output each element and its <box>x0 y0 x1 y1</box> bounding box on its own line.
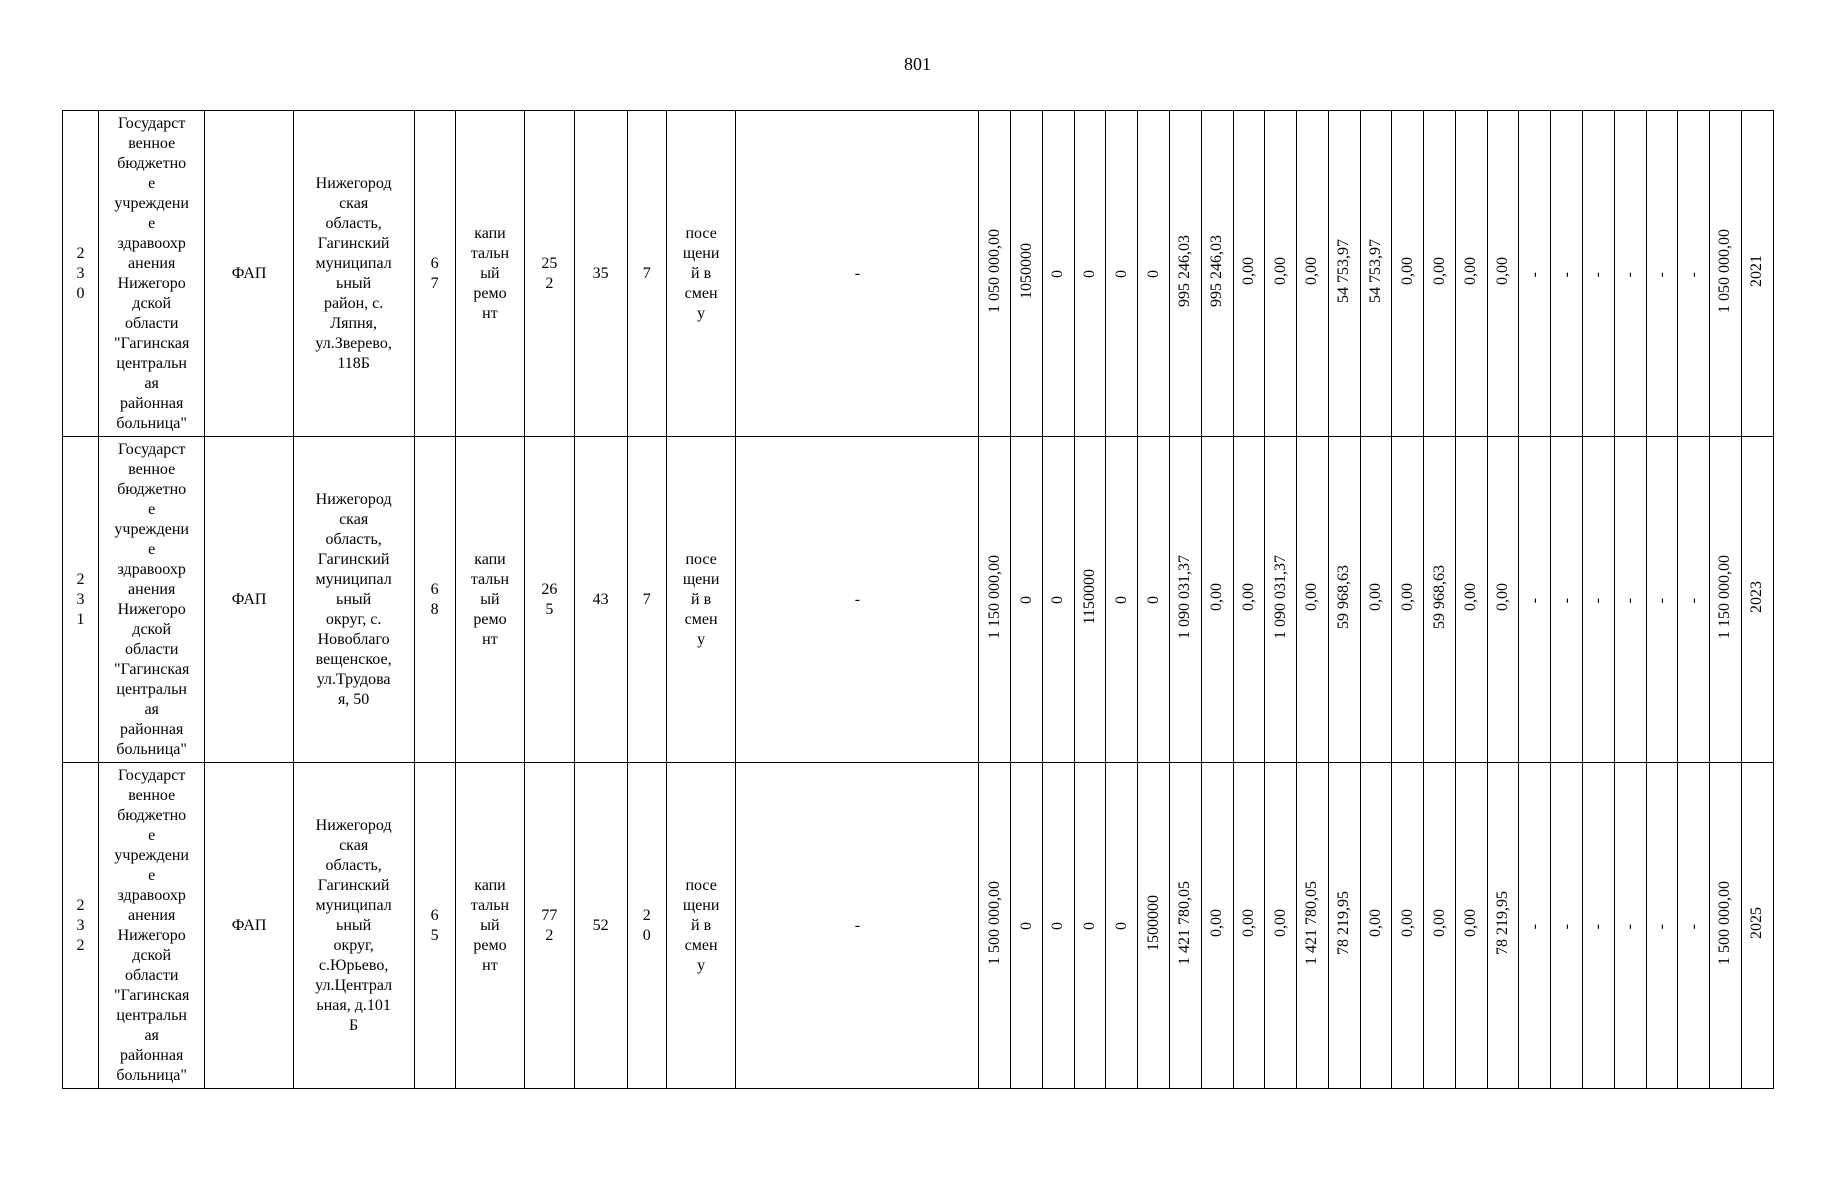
facility-type: ФАП <box>231 264 267 282</box>
row-number-cell <box>63 111 99 437</box>
column-8-value: 2 0 <box>642 906 651 944</box>
finance-value: 0,00 <box>1430 256 1448 285</box>
finance-cell <box>1106 763 1138 1089</box>
finance-value: - <box>1589 924 1607 930</box>
institution-name-cell <box>98 763 205 1089</box>
finance-cell <box>1138 111 1170 437</box>
finance-value: 0,00 <box>1494 256 1512 285</box>
column-4-value: 6 7 <box>430 254 439 292</box>
finance-cell <box>1360 437 1392 763</box>
capacity-unit: посе щени й в смен у <box>682 550 720 648</box>
finance-cell <box>1741 763 1773 1089</box>
finance-value: 0,00 <box>1239 582 1257 611</box>
finance-value: 995 246,03 <box>1176 234 1194 307</box>
finance-value: 54 753,97 <box>1366 238 1384 303</box>
finance-cell <box>1392 437 1424 763</box>
finance-value: 1 421 780,05 <box>1303 880 1321 965</box>
work-type: капи тальн ый ремо нт <box>470 550 510 648</box>
finance-cell <box>1710 111 1742 437</box>
finance-cell <box>1328 763 1360 1089</box>
facility-address-cell <box>293 763 414 1089</box>
finance-cell <box>1646 763 1678 1089</box>
finance-value: 0,00 <box>1462 908 1480 937</box>
finance-value: - <box>1684 598 1702 604</box>
finance-cell <box>1265 111 1297 437</box>
finance-value: 0 <box>1144 595 1162 604</box>
finance-cell <box>1360 763 1392 1089</box>
finance-value: - <box>1525 924 1543 930</box>
finance-value: - <box>1684 924 1702 930</box>
finance-cell <box>1392 111 1424 437</box>
column-10-value-cell <box>736 763 979 1089</box>
table-row <box>63 437 1774 763</box>
finance-value: - <box>1621 598 1639 604</box>
finance-cell <box>1233 763 1265 1089</box>
finance-cell <box>1646 111 1678 437</box>
finance-value: 59 968,63 <box>1335 564 1353 629</box>
finance-value: 59 968,63 <box>1430 564 1448 629</box>
finance-value: - <box>1621 924 1639 930</box>
capacity-unit: посе щени й в смен у <box>682 224 720 322</box>
finance-value: 0,00 <box>1462 256 1480 285</box>
column-4-value-cell <box>414 437 455 763</box>
finance-value: - <box>1621 272 1639 278</box>
work-type-cell <box>455 111 525 437</box>
institution-name: Государст венное бюджетно е учреждени е здравоохр анения Нижегоро дской области "Гагинская центральн ая районная больница" <box>114 440 190 758</box>
finance-value: 54 753,97 <box>1335 238 1353 303</box>
finance-value: 995 246,03 <box>1208 234 1226 307</box>
finance-value: 1050000 <box>1017 242 1035 299</box>
finance-value: 1 421 780,05 <box>1176 880 1194 965</box>
finance-value: 0,00 <box>1398 256 1416 285</box>
finance-value: 0 <box>1112 921 1130 930</box>
finance-value: 1150000 <box>1081 568 1099 625</box>
finance-cell <box>1582 763 1614 1089</box>
finance-value: 1 090 031,37 <box>1176 554 1194 639</box>
finance-cell <box>1042 437 1074 763</box>
finance-cell <box>979 111 1011 437</box>
finance-value: 0 <box>1112 269 1130 278</box>
row-number-cell <box>63 437 99 763</box>
column-7-value-cell <box>574 437 627 763</box>
finance-cell <box>1710 763 1742 1089</box>
finance-value: 1 150 000,00 <box>985 554 1003 639</box>
finance-value: 2021 <box>1748 254 1766 287</box>
column-7-value-cell <box>574 111 627 437</box>
finance-value: - <box>1525 272 1543 278</box>
finance-cell <box>1106 111 1138 437</box>
finance-cell <box>1011 763 1043 1089</box>
row-number-cell <box>63 763 99 1089</box>
facility-type: ФАП <box>231 916 267 934</box>
finance-value: 1 090 031,37 <box>1271 554 1289 639</box>
finance-cell <box>1392 763 1424 1089</box>
finance-cell <box>1074 437 1106 763</box>
finance-cell <box>1328 111 1360 437</box>
page-number: 801 <box>904 54 931 74</box>
capacity-unit-cell <box>666 437 736 763</box>
facility-address-cell <box>293 111 414 437</box>
finance-cell <box>1710 437 1742 763</box>
facility-address: Нижегород ская область, Гагинский муниципал ьный район, с. Ляпня, ул.Зверево, 118Б <box>315 174 392 372</box>
finance-cell <box>1455 763 1487 1089</box>
facility-type-cell <box>205 763 293 1089</box>
column-10-value: - <box>854 590 861 608</box>
finance-value: 0,00 <box>1271 256 1289 285</box>
finance-value: 1 500 000,00 <box>985 880 1003 965</box>
facility-address-cell <box>293 437 414 763</box>
column-10-value: - <box>854 264 861 282</box>
finance-cell <box>1042 763 1074 1089</box>
finance-value: 0,00 <box>1430 908 1448 937</box>
finance-cell <box>1678 111 1710 437</box>
finance-value: 0,00 <box>1303 582 1321 611</box>
finance-cell <box>1138 437 1170 763</box>
finance-value: 1 150 000,00 <box>1716 554 1734 639</box>
finance-cell <box>979 763 1011 1089</box>
column-10-value-cell <box>736 111 979 437</box>
capacity-unit: посе щени й в смен у <box>682 876 720 974</box>
finance-cell <box>1678 437 1710 763</box>
finance-value: 0,00 <box>1462 582 1480 611</box>
column-10-value: - <box>854 916 861 934</box>
institution-name: Государст венное бюджетно е учреждени е здравоохр анения Нижегоро дской области "Гагинская центральн ая районная больница" <box>114 766 190 1084</box>
finance-cell <box>1265 437 1297 763</box>
finance-value: 0 <box>1017 921 1035 930</box>
finance-cell <box>1360 111 1392 437</box>
finance-value: 0 <box>1017 595 1035 604</box>
finance-cell <box>1170 763 1202 1089</box>
column-6-value-cell <box>525 437 574 763</box>
finance-cell <box>1233 437 1265 763</box>
finance-cell <box>1297 437 1329 763</box>
finance-cell <box>1487 763 1519 1089</box>
finance-cell <box>1170 437 1202 763</box>
finance-cell <box>1582 111 1614 437</box>
finance-cell <box>1138 763 1170 1089</box>
finance-cell <box>1297 111 1329 437</box>
finance-value: 0,00 <box>1208 908 1226 937</box>
column-7-value: 52 <box>592 916 609 934</box>
table-row <box>63 763 1774 1089</box>
finance-cell <box>1582 437 1614 763</box>
finance-cell <box>1678 763 1710 1089</box>
finance-value: - <box>1525 598 1543 604</box>
finance-cell <box>1551 437 1583 763</box>
finance-cell <box>1614 763 1646 1089</box>
finance-cell <box>1201 437 1233 763</box>
finance-value: - <box>1557 598 1575 604</box>
table-row <box>63 111 1774 437</box>
institution-name: Государст венное бюджетно е учреждени е здравоохр анения Нижегоро дской области "Гагинская центральн ая районная больница" <box>114 114 190 432</box>
row-number: 2 3 0 <box>76 244 85 302</box>
column-8-value-cell <box>627 763 666 1089</box>
finance-cell <box>1265 763 1297 1089</box>
finance-cell <box>1074 763 1106 1089</box>
institution-name-cell <box>98 437 205 763</box>
finance-value: 0 <box>1081 269 1099 278</box>
finance-value: - <box>1652 272 1670 278</box>
column-6-value: 26 5 <box>541 580 558 618</box>
finance-value: 0,00 <box>1398 908 1416 937</box>
finance-value: 0,00 <box>1239 908 1257 937</box>
column-6-value: 77 2 <box>541 906 558 944</box>
finance-cell <box>1297 763 1329 1089</box>
finance-cell <box>1233 111 1265 437</box>
object-table <box>62 110 1774 1089</box>
finance-value: 0 <box>1049 269 1067 278</box>
finance-cell <box>1519 111 1551 437</box>
work-type: капи тальн ый ремо нт <box>470 876 510 974</box>
finance-cell <box>1201 111 1233 437</box>
finance-value: 1 050 000,00 <box>1716 228 1734 313</box>
finance-cell <box>1424 763 1456 1089</box>
facility-address: Нижегород ская область, Гагинский муниципал ьный округ, с. Новоблаго вещенское, ул.Трудова я, 50 <box>315 490 392 708</box>
facility-type: ФАП <box>231 590 267 608</box>
finance-value: - <box>1589 272 1607 278</box>
finance-value: 0 <box>1144 269 1162 278</box>
finance-value: 2023 <box>1748 580 1766 613</box>
finance-cell <box>1455 111 1487 437</box>
column-7-value-cell <box>574 763 627 1089</box>
finance-value: 0,00 <box>1303 256 1321 285</box>
finance-value: 78 219,95 <box>1335 890 1353 955</box>
finance-value: 0,00 <box>1271 908 1289 937</box>
column-7-value: 35 <box>592 264 609 282</box>
column-4-value: 6 5 <box>430 906 439 944</box>
finance-value: - <box>1652 924 1670 930</box>
finance-value: 0,00 <box>1398 582 1416 611</box>
column-4-value-cell <box>414 763 455 1089</box>
capacity-unit-cell <box>666 763 736 1089</box>
finance-value: 1500000 <box>1144 894 1162 951</box>
row-number: 2 3 1 <box>76 570 85 628</box>
finance-cell <box>1519 763 1551 1089</box>
finance-cell <box>1519 437 1551 763</box>
finance-value: 2025 <box>1748 906 1766 939</box>
column-8-value: 7 <box>642 590 651 608</box>
finance-value: - <box>1652 598 1670 604</box>
column-10-value-cell <box>736 437 979 763</box>
finance-value: 0,00 <box>1494 582 1512 611</box>
finance-value: 0,00 <box>1208 582 1226 611</box>
column-4-value-cell <box>414 111 455 437</box>
finance-value: 1 050 000,00 <box>985 228 1003 313</box>
finance-cell <box>1741 437 1773 763</box>
finance-cell <box>1011 111 1043 437</box>
finance-cell <box>1551 763 1583 1089</box>
facility-type-cell <box>205 437 293 763</box>
row-number: 2 3 2 <box>76 896 85 954</box>
facility-type-cell <box>205 111 293 437</box>
finance-value: 0,00 <box>1239 256 1257 285</box>
finance-value: 0,00 <box>1366 908 1384 937</box>
institution-name-cell <box>98 111 205 437</box>
column-7-value: 43 <box>592 590 609 608</box>
finance-value: 0 <box>1049 595 1067 604</box>
finance-value: 0,00 <box>1366 582 1384 611</box>
finance-cell <box>1646 437 1678 763</box>
finance-cell <box>1424 111 1456 437</box>
finance-value: 0 <box>1081 921 1099 930</box>
column-4-value: 6 8 <box>430 580 439 618</box>
capacity-unit-cell <box>666 111 736 437</box>
finance-cell <box>1328 437 1360 763</box>
finance-value: 0 <box>1049 921 1067 930</box>
finance-cell <box>1170 111 1202 437</box>
finance-cell <box>1042 111 1074 437</box>
work-type-cell <box>455 763 525 1089</box>
facility-address: Нижегород ская область, Гагинский муниципал ьный округ, с.Юрьево, ул.Централ ьная, д.101 Б <box>315 816 393 1034</box>
finance-cell <box>1011 437 1043 763</box>
finance-cell <box>1741 111 1773 437</box>
finance-cell <box>1614 437 1646 763</box>
finance-value: 1 500 000,00 <box>1716 880 1734 965</box>
finance-cell <box>1614 111 1646 437</box>
column-6-value-cell <box>525 763 574 1089</box>
finance-cell <box>1487 111 1519 437</box>
column-8-value-cell <box>627 111 666 437</box>
finance-cell <box>1074 111 1106 437</box>
column-8-value: 7 <box>642 264 651 282</box>
finance-cell <box>1106 437 1138 763</box>
finance-cell <box>1455 437 1487 763</box>
finance-value: 78 219,95 <box>1494 890 1512 955</box>
finance-cell <box>1201 763 1233 1089</box>
work-type: капи тальн ый ремо нт <box>470 224 510 322</box>
column-6-value-cell <box>525 111 574 437</box>
finance-value: 0 <box>1112 595 1130 604</box>
column-8-value-cell <box>627 437 666 763</box>
finance-cell <box>1551 111 1583 437</box>
finance-value: - <box>1557 272 1575 278</box>
finance-cell <box>1424 437 1456 763</box>
finance-cell <box>979 437 1011 763</box>
finance-cell <box>1487 437 1519 763</box>
finance-value: - <box>1557 924 1575 930</box>
finance-value: - <box>1684 272 1702 278</box>
work-type-cell <box>455 437 525 763</box>
column-6-value: 25 2 <box>541 254 558 292</box>
finance-value: - <box>1589 598 1607 604</box>
